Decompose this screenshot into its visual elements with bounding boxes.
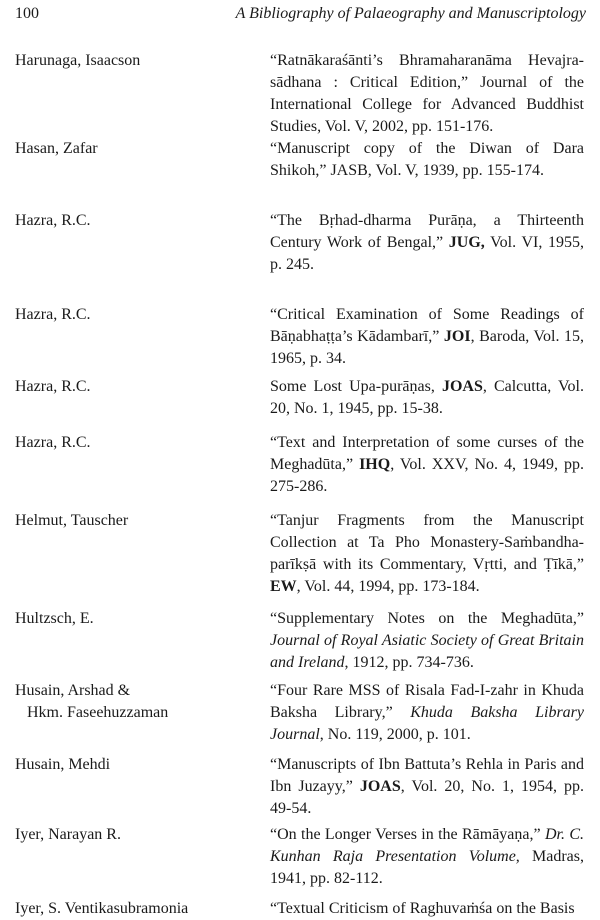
entry-citation bbox=[270, 608, 584, 674]
citation-text: “Textual Criticism of Raghuvaṁśa on the Basis bbox=[270, 900, 575, 917]
entry-author bbox=[15, 824, 243, 846]
author-name: Hasan, Zafar bbox=[15, 140, 98, 157]
citation-text: “Supplementary Notes on the Meghadūta,” bbox=[270, 610, 584, 627]
entry-citation bbox=[270, 680, 584, 746]
entry-author bbox=[15, 138, 243, 160]
page-header bbox=[0, 0, 600, 30]
entry-citation bbox=[270, 376, 584, 420]
journal-title: Khuda Baksha Library Journal bbox=[270, 704, 584, 743]
entry-author bbox=[15, 898, 243, 920]
entry-citation bbox=[270, 50, 584, 138]
author-name: Hazra, R.C. bbox=[15, 434, 91, 451]
entry-author bbox=[15, 432, 243, 454]
citation-text: , 1912, pp. 734-736. bbox=[344, 654, 474, 671]
bibliography-entry bbox=[0, 432, 600, 498]
bibliography-entry bbox=[0, 754, 600, 820]
entry-author bbox=[15, 608, 243, 630]
citation-text: “Manuscript copy of the Diwan of Dara Shikoh,” JASB, Vol. V, 1939, pp. 155-174. bbox=[270, 140, 584, 179]
citation-text: “Four Rare MSS of Risala Fad-I-zahr in Khuda Baksha Library,” bbox=[270, 682, 584, 721]
bibliography-entry bbox=[0, 304, 600, 370]
entry-author bbox=[15, 680, 243, 724]
citation-text: , Vol. 20, No. 1, 1954, pp. 49-54. bbox=[270, 778, 584, 817]
journal-abbrev: JOAS bbox=[441, 378, 483, 395]
journal-abbrev: JOAS bbox=[359, 778, 401, 795]
author-name: Harunaga, Isaacson bbox=[15, 52, 141, 69]
author-name: Iyer, S. Ventikasubramonia bbox=[15, 900, 189, 917]
entry-citation bbox=[270, 754, 584, 820]
citation-text: Madras, 1941, pp. 82-112. bbox=[270, 848, 584, 887]
citation-text: “Manuscripts of Ibn Battuta’s Rehla in Paris and Ibn Juzayy,” bbox=[270, 756, 584, 795]
author-name: Husain, Mehdi bbox=[15, 756, 111, 773]
entry-citation bbox=[270, 210, 584, 276]
citation-text: , Calcutta, Vol. 20, No. 1, 1945, pp. 15-38. bbox=[270, 378, 584, 417]
journal-abbrev: JOI bbox=[443, 328, 471, 345]
author-name: Hazra, R.C. bbox=[15, 378, 91, 395]
citation-text: “Tanjur Fragments from the Manuscript Collection at Ta Pho Monastery-Saṁbandha-parīkṣā with its Commentary, Vṛtti, and Ṭīkā,” bbox=[270, 512, 584, 573]
citation-text: , No. 119, 2000, p. 101. bbox=[319, 726, 471, 743]
entry-citation bbox=[270, 432, 584, 498]
citation-text: Vol. VI, 1955, p. 245. bbox=[270, 234, 584, 273]
entry-author bbox=[15, 376, 243, 398]
running-title: A Bibliography of Palaeography and Manuscriptology bbox=[235, 5, 586, 22]
author-name: Helmut, Tauscher bbox=[15, 512, 129, 529]
entry-author bbox=[15, 304, 243, 326]
journal-abbrev: IHQ bbox=[359, 456, 391, 473]
entry-author bbox=[15, 210, 243, 232]
author-name: Hazra, R.C. bbox=[15, 306, 91, 323]
entry-citation bbox=[270, 510, 584, 598]
page-number: 100 bbox=[15, 5, 39, 22]
coauthor-name: Hkm. Faseehuzzaman bbox=[27, 704, 169, 721]
citation-text: “Critical Examination of Some Readings of Bāṇabhaṭṭa’s Kādambarī,” bbox=[270, 306, 584, 345]
citation-text: “Ratnākaraśānti’s Bhramaharanāma Hevajra-sādhana : Critical Edition,” Journal of the International College for Advanced Buddhist Studies, Vol. V, 2002, pp. 151-176. bbox=[270, 52, 584, 135]
citation-text: , Vol. 44, 1994, pp. 173-184. bbox=[296, 578, 480, 595]
author-name: Husain, Arshad & bbox=[15, 682, 131, 699]
entry-author bbox=[15, 754, 243, 776]
citation-text: , Vol. XXV, No. 4, 1949, pp. 275-286. bbox=[270, 456, 584, 495]
journal-title: Dr. C. Kunhan Raja Presentation Volume, bbox=[270, 826, 584, 865]
entry-author bbox=[15, 50, 243, 72]
citation-text: “The Bṛhad-dharma Purāṇa, a Thirteenth Century Work of Bengal,” bbox=[270, 212, 584, 251]
bibliography-entry bbox=[0, 138, 600, 182]
entry-author bbox=[15, 510, 243, 532]
citation-text: “On the Longer Verses in the Rāmāyaṇa,” bbox=[270, 826, 545, 843]
bibliography-entry bbox=[0, 680, 600, 746]
entry-citation bbox=[270, 138, 584, 182]
author-name: Iyer, Narayan R. bbox=[15, 826, 121, 843]
author-name: Hazra, R.C. bbox=[15, 212, 91, 229]
entry-citation bbox=[270, 898, 584, 920]
journal-title: Journal of Royal Asiatic Society of Great Britain and Ireland bbox=[270, 632, 584, 671]
citation-text: , Baroda, Vol. 15, 1965, p. 34. bbox=[270, 328, 584, 367]
journal-abbrev: EW bbox=[270, 578, 297, 595]
author-name: Hultzsch, E. bbox=[15, 610, 94, 627]
bibliography-entry bbox=[0, 50, 600, 138]
entry-citation bbox=[270, 824, 584, 890]
citation-text: Some Lost Upa-purāṇas, bbox=[270, 378, 442, 395]
entry-citation bbox=[270, 304, 584, 370]
bibliography-entry bbox=[0, 510, 600, 598]
bibliography-entry bbox=[0, 824, 600, 890]
bibliography-entry bbox=[0, 608, 600, 674]
bibliography-entry bbox=[0, 210, 600, 276]
bibliography-entry bbox=[0, 898, 600, 920]
citation-text: “Text and Interpretation of some curses of the Meghadūta,” bbox=[270, 434, 584, 473]
journal-abbrev: JUG, bbox=[448, 234, 485, 251]
bibliography-entry bbox=[0, 376, 600, 420]
